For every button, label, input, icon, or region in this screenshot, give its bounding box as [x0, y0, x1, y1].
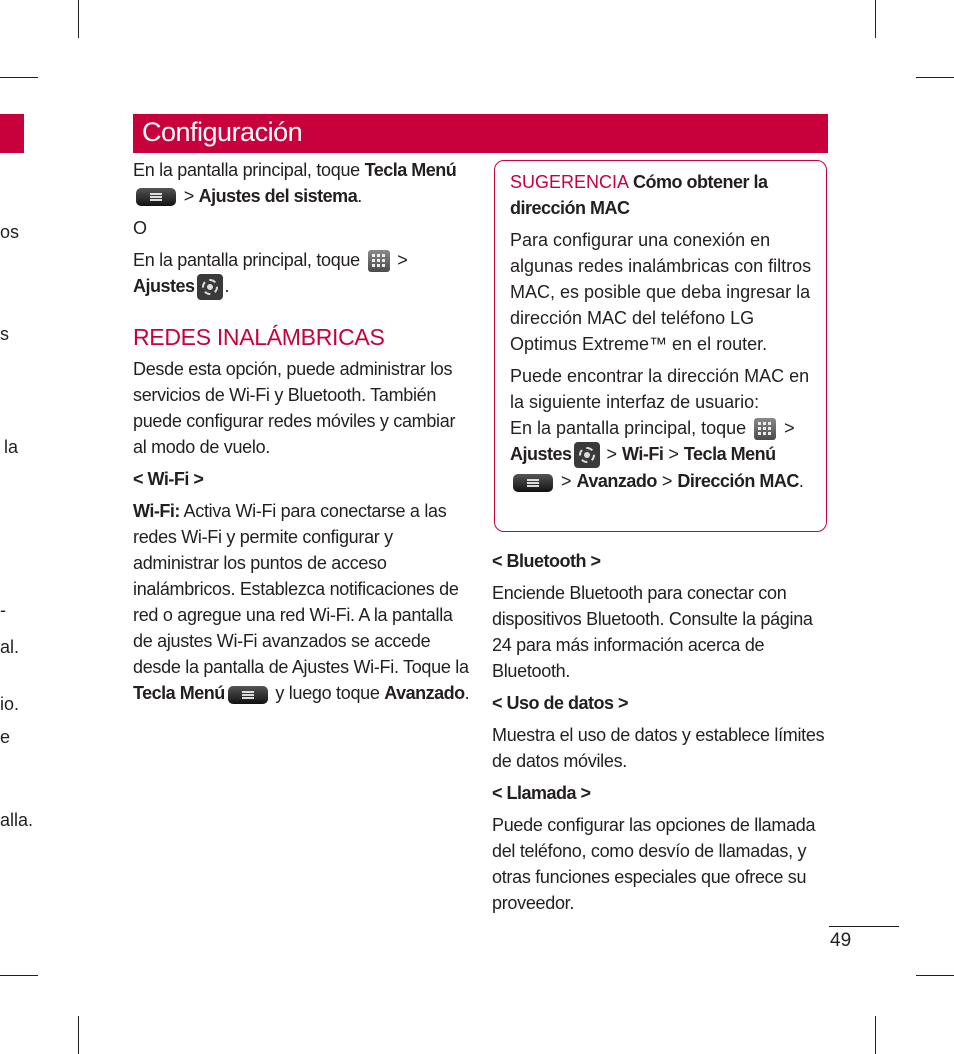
- crop-mark: [875, 0, 876, 38]
- settings-gear-icon: [574, 442, 600, 468]
- or-text: O: [133, 218, 147, 238]
- apps-icon: [368, 250, 390, 272]
- wifi-label: Wi-Fi: [622, 444, 664, 464]
- call-text: Puede configurar las opciones de llamada del teléfono, como desvío de llamadas, y otras funciones especiales que ofrece su proveedor.: [492, 815, 816, 913]
- wifi-paragraph: [133, 498, 473, 706]
- intro-text: En la pantalla principal, toque: [133, 250, 365, 270]
- tip-box: [494, 160, 827, 532]
- page-number: 49: [830, 930, 852, 951]
- crop-mark: [875, 1016, 876, 1054]
- tip-paragraph-2: Puede encontrar la dirección MAC en la siguiente interfaz de usuario:: [510, 366, 810, 412]
- menu-key-label: Tecla Menú: [364, 160, 457, 180]
- tip-label: SUGERENCIA: [510, 172, 629, 192]
- section-heading: REDES INALÁMBRICAS: [133, 324, 385, 351]
- wifi-label: Wi-Fi:: [133, 501, 180, 522]
- tip-text: En la pantalla principal, toque: [510, 418, 752, 438]
- wifi-heading: < Wi-Fi >: [133, 469, 204, 490]
- crop-mark: [0, 77, 38, 78]
- settings-label: Ajustes: [133, 276, 195, 296]
- edge-fragment: -: [0, 600, 6, 620]
- separator: >: [179, 186, 199, 206]
- edge-fragment: la: [4, 437, 19, 457]
- tip-paragraph-1: Para configurar una conexión en algunas redes inalámbricas con filtros MAC, es posible que deba ingresar la dirección MAC del teléfono LG Optimus Extreme™ en el router.: [510, 230, 812, 354]
- edge-fragment: s: [0, 324, 9, 344]
- crop-mark: [78, 1016, 79, 1054]
- data-usage-heading: < Uso de datos >: [492, 693, 629, 713]
- period: .: [357, 186, 362, 206]
- wifi-text: Activa Wi-Fi para conectarse a las redes Wi-Fi y permite configurar y administrar los puntos de acceso inalámbricos. Establezca notificaciones de red o agregue una red Wi-Fi. A la pantalla de ajustes Wi-Fi avanzados se accede desde la pantalla de Ajustes Wi-Fi. Toque la: [133, 501, 469, 678]
- edge-fragment: al.: [0, 637, 20, 657]
- intro-text: En la pantalla principal, toque: [133, 160, 365, 180]
- tip-paragraph-3: [510, 415, 826, 494]
- mac-address-label: Dirección MAC: [677, 471, 799, 492]
- menu-key-icon: [228, 686, 268, 704]
- separator: >: [556, 471, 577, 492]
- separator: >: [656, 471, 678, 492]
- page-number-rule: [829, 926, 899, 927]
- intro-paragraph-1: [133, 157, 473, 209]
- section-description: Desde esta opción, puede administrar los servicios de Wi-Fi y Bluetooth. También puede configurar redes móviles y cambiar al modo de vuelo.: [133, 359, 456, 458]
- separator: >: [392, 250, 408, 270]
- advanced-label: Avanzado: [576, 471, 657, 492]
- edge-fragment: os: [0, 222, 20, 242]
- wifi-then-text: y luego toque: [270, 683, 380, 704]
- left-column: [133, 157, 473, 712]
- advanced-label: Avanzado: [384, 683, 465, 704]
- intro-paragraph-2: [133, 247, 473, 300]
- edge-fragment: alla.: [0, 810, 34, 830]
- crop-mark: [0, 975, 38, 976]
- period: .: [798, 471, 804, 492]
- section-header: [133, 114, 828, 153]
- bluetooth-text: Enciende Bluetooth para conectar con dispositivos Bluetooth. Consulte la página 24 para más información acerca de Bluetooth.: [492, 583, 813, 681]
- right-column: [492, 548, 832, 922]
- edge-fragment: io.: [0, 694, 20, 714]
- edge-fragment: e: [0, 727, 11, 747]
- section-bar-left: [0, 114, 24, 153]
- menu-key-label: Tecla Menú: [133, 683, 225, 704]
- settings-gear-icon: [197, 274, 223, 300]
- page-title: Configuración: [142, 117, 303, 147]
- crop-mark: [916, 975, 954, 976]
- system-settings-label: Ajustes del sistema: [198, 186, 358, 206]
- data-usage-text: Muestra el uso de datos y establece límites de datos móviles.: [492, 725, 825, 771]
- period: .: [224, 276, 230, 296]
- separator: >: [663, 444, 684, 464]
- crop-mark: [78, 0, 79, 38]
- menu-key-icon: [136, 188, 176, 206]
- menu-key-icon: [513, 474, 553, 492]
- tip-heading: Cómo obtener la dirección MAC: [510, 172, 768, 218]
- menu-key-label: Tecla Menú: [683, 444, 776, 464]
- call-heading: < Llamada >: [492, 783, 591, 803]
- tip-title: [510, 169, 826, 221]
- crop-mark: [916, 77, 954, 78]
- separator: >: [601, 444, 623, 464]
- period: .: [464, 683, 470, 704]
- settings-label: Ajustes: [510, 444, 572, 464]
- apps-icon: [754, 418, 776, 440]
- separator: >: [779, 418, 795, 438]
- bluetooth-heading: < Bluetooth >: [492, 551, 601, 571]
